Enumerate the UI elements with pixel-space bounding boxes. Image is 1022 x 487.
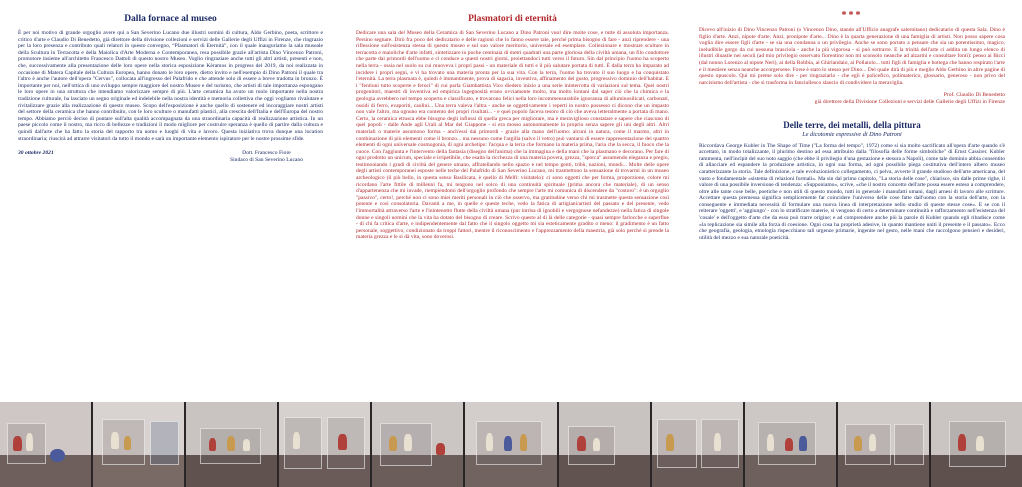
signer-role: Sindaco di San Severino Lucano [229,156,303,163]
section-title-plasmatori: Plasmatori di eternità [468,14,557,24]
plasmatori-text: Dedicare una sala del Museo della Ceramica di San Severino Lucano a Dino Patroni vuol dire molte cose, e tutte di assoluta importanza. Persino segnare. Dirò fra poco del dedicatario e delle ragioni che lo fanno essere tale, perché prima bisogno di fare - anzi riprendere - una riflessione sull'esistenza stessa di questo museo e sul suo valore meritorio, universale ed esemplare. Collezionare e mostrare sculture in terracotta e maioliche d'arte infatti, sintetizzare in poche centinaia di metri quadrati una parte gloriosa della civiltà umana, un filo conduttore che parte dai primordi dell'uomo e ci conduce a questi nostri giorni, proiettandoci tutti verso il futuro. Sin dal principio l'uomo ha scoperto nella terra - ossia nel suolo su cui muoveva i propri passi - un materiale di tutti e il più salutare portata di tutti. È dalla terra ha imparato ad incidere i propri segni, e vi ha trovato una materia pronta per la sua vita. Con la terra, l'uomo ha trovato il suo luogo e ha conquistato l'eternità. La terra plasmata è, quindi è immantinente, prova di sagacia, inventiva, affinamento del gusto, progressivo dominio dell'habitat. E i "fentiuni tutto scoperte e feroci" di cui parla Giambattista Vico diedero inizio a una serie ininterrotta di variazioni sul tema. Quei nostri progenitori, maestri di inventiva ed empirica ingegnosità erano ovviamente molto, ma molto lontani dal saper ciò che la chimica e la geologia avrebbero nel tempo scoperto e classificato, e trovarono felici nella loro incommensurabile ignoranza di alluminosilicati, carbonati, ossidi di ferro, evaporiti, caolini... Una terra valeva l'altra - anche se oggettivamente i reperti in nostro possesso ci dicono che un impasto non vale l'altro, ma ognuno era contento dei propri risultati... - e quei popolo faceva tesoro di ciò che aveva letteralmente a portata di mano. Certo, la ceramica etrusca ebbe bisogno degli influssi di quella greca per migliorare, ma è meraviglioso constatare e sapere che ciascuno di quei popoli - dalle Ande agli Urali al Mar del Giappone - si era mosso autonomamente in proprio senza sapere gli uni degli altri. Altri materiali o materie assumono forma - anch'essi dai primordi - grazie alla mano dell'uomo: alcuni in natura, come il marmo, altri in combinazione di più elementi come il bronzo... ma nessuno come l'argilla (salvo il vetro) può vantarsi di essere rappresentazione dei quattro elementi di ogni universale cosmogonia, di ogni archetipo: l'acqua e la terra che formano la materia prima, l'aria che la secca, il fuoco che la cuoce. Con l'aggiunta e l'intervento della fantasia (disegno dell'anima) che la immagina e della mani che la plasmano e decorano. Per fare di ogni prodotto un unicum, speciale e irripetibile, che esalta la ricchezza di una materia povera, grezza, "sporca" assumendo eleganza e pregio, testimoniando i gradi di civiltà del genere umano, affratellando nello spazio e nel tempo genti, tribù, nazioni, mondi... Molte delle opere degli artisti contemporanei esposte nelle teche del Palafrido di San Severino Lucano, mi trasmettono la sensazione di trovarmi in un museo archeologico (il più bello, in questa senso Basilicata, è quello di Melfi: visitatelo): ci sono oggetti che per forma, proporzione, colore mi ricordano l'arte fittile di millenni fa, mi tengono nel solco di una continuità spirituale (prima ancora che materiale), di un senso d'appartenenza che mi invade, riempiendomi dell'orgoglio profondo che sempre l'arte mi comunica di discendere da "costoro": è un orgoglio "passivo", certo!, perché non ci sono miei meriti personali in ciò che osservo, ma gratitudine verso chi mi trasmette questa sensazione così potente e così consolatoria. Davanti a me, in quelle e queste teche, vedo la fatica di artigiani/artisti del passato e del presente, vedo l'immortalità attraverso l'arte e l'inintenotto flutte della civiltà umana (pur intrisa di ignobili e vergognose nefandezze) nella fatica di singole donne e singoli uomini che la vita ha dotato del bisogno di creare. Scrivo questo al di là delle categorie - quasi sempre farlocche e superflue - di chi fa critica d'arte, e indipendentemente dal fatto che il singolo oggetto mi sia esteticamente gradito o meno: il gradimento è un fatto personale, soggettivo, condizionato da troppi fattori, mentre il riconoscimento e l'apprezzamento della maestria, già solo perché si prende la materia grezza e le si dà vita, sono doverosi. [356,30,669,241]
signer-name: Dott. Francesco Fiore [242,150,291,157]
kubler-essay-text: Riccordava George Kubler in The Shape of Time ("La forma del tempo", 1972) come si sia molto sacrificato all'opera d'arte quando s'è accettato, in modo totalizzante, il plurimo destino ad essa attribuito dalla "filosofia delle forme simboliche" di Ernst Cassirer. Kubler rammenta, nell'incipit del suo noto saggio (che ebbe il privilegio d'una gestazione e stesura a Napoli), come tale dominio abbia consentito di allacciare ed espandere la produzione artistica, in ogni sua forma, ad ogni possibile piega costitutiva dell'intero albero museo caratterizzante la storia. Tale definizione, e tale evoluzionistico collegamento, ci pelva, avverte il grande studioso dell'arte americana, del vasto e fondamentale «sistema di relazioni formali». Ma sin dal primo capitolo, "La storia delle cose", chiarisce, sin dalle prime righe, il valore di una possibile inversione di tendenza: «Supponiamo», scrive, «che il nostro concetto dell'arte possa essere esteso a comprendere, oltre alle tante cose belle, poetiche e non utili di questo mondo, tutti in generale i manufatti umani, dagli arnesi di lavoro alle scritture. Accettare questa premessa significa semplicemente far coincidere l'universo delle cose fatte dall'uomo con la storia dell'arte, con la conseguente e immediata necessità di formulare una nuova linea di interpretazione nello studio di queste stesse cose». E se con il reiterare 'oggetti', e 'aggiungo' - con lo stratificare materie, si vengono di certo a determinare continuità e rafforzamento nell'esistenza del 'cosale' e dell'oggetto d'arte che da esso può trarre origine; e ad comprendere anche più la parole di Kubler quando egli ribadisce come «la replicazione sia simile alla forza di coesione. Ogni cosa ha proprietà adesive, in quanto mantiene uniti il presente e il passato». Ecco che geografia, geologia, etnologia rispecchiano tali urgenze primarie, ingenite nel gesto, nelle mani che raccolgono pensieri e desideri, utilità del mezzo e sua naturale poeticità. [699,142,1005,241]
museum-photo [279,402,370,487]
museum-photo [372,402,463,487]
museum-photo [652,402,743,487]
patroni-intro-text: Dicevo all'inizio di Dino Vincenzo Patroni (o Vincenzo Dino, stando all'Ufficio anagrafe salernitano) dedicatario di questa Sala. Dino è figlio d'arte. Anzi, nipote d'arte. Anzi, pronipote d'arte... Dino è la quarta generazione di una famiglia di artisti. Non posso sapere cosa voglia dire essere figli d'arte - se sia una condanna o un privilegio. Anche se sono portato a pensare che sia un potentissimo, magico, ineludibile gorgo da cui nessuna brasciola - anche la più vigorosa - si può sottrarre. E la trinità dell'arte ci addita un lungo elenco di illustri dinastie nei secoli (ad mio privilegio osservato fiorentino non mi sconsolo neanche ad alzarmi e consultare fonti): penso ai Bicci (dal nonno Lorenzo al nipote Neri), ai della Robbia, ai Ghirlandaio, ai Pollaiolo... tutti figli di famiglia e bottega che hanno respirato l'arte e il mestiere senza neanche accorgersene. Forse è stato lo stesso per Dino... Del quale dirà di più e meglio Aldo Gerbino in altre pagine di questo opuscolo. Qui mi preme solo dire - per ringraziarlo - che egli è policefico, polimaterico, glossario, generoso - non privo del narcisismo dell'artista - che si trasforma in fanciullesco slancio di condividere la meraviglia. [699,27,1005,86]
museum-photo [559,402,650,487]
column-plasmatori [356,0,669,400]
section-title-dalla-fornace: Dalla fornace al museo [124,14,217,24]
column-right [699,0,1005,400]
mayor-signature [230,150,303,163]
section-separator-stars: *** [841,10,863,21]
museum-photo [0,402,91,487]
date-text: 30 ottobre 2021 [18,150,54,157]
museum-photo [93,402,184,487]
professor-signature [699,92,1005,105]
column-dalla-fornace [18,0,323,400]
mayor-text: È per noi motivo di grande orgoglio avere qui a San Severino Lucano due illustri uomini di cultura, Aldo Gerbino, poeta, scrittore e critico d'arte e Claudio Di Benedetto, già direttore della divisione collezioni e servizi delle Gallerie degli Uffizi in Firenze, che ringrazio per la loro presenza e contributo quali relatori in questo convegno, “Plasmatori di Eternità”, con il quale inauguriamo la sala museale della Scultura in Terracotta e della Maiolica d'Arte Moderna e Contemporanea, resa possibile grazie all'artista Dino Vincenzo Patroni, promotore insieme all'architetto Francesco Dattoli di questo nostro Museo. Voglio ringraziare anche tutti gli altri artisti, presenti e non, che, successivamente alla presentazione delle loro opere nella storica esposizione Kèramos in progress del 2019, da noi realizzata in occasione di Matera Capitale della Cultura Europea, hanno donato le loro opere, dietro invito e nell'esempio di Dino Patroni il quale tra l'altro è anche l'autore dell'opera "Cervus", collocata all'ingresso del Palafrido e che attende solo di essere a breve tradotta in bronzo. È importante per noi, nell'ottica di uno sviluppo sempre maggiore del nostro Museo e del turismo, che artisti di tale importanza espongano le loro opere in una struttura che intendiamo valorizzare sempre di più. L'arte ceramica ha avuto un ruolo importante nella nostra tradizione culturale, ha lasciato un segno originale ed indelebile nella nostra identità e memoria collettiva che oggi vogliamo rivalutare e rivitalizzare grazie alla realizzazione di questo museo. Scopo dell'esposizione è anche quello di sostenere ed incoraggiare nostri artisti del settore della ceramica che hanno contribuito, con le loro sculture o manufatti plastici, alla crescita dell'Italia e dell'Europa del nostro tempo. Abbiamo perciò deciso di puntare sull'alta qualità accompagnata da una straordinaria capacità di realizzazione artistica. In un paese piccolo come il nostro, ma ricco di bellezze e tradizioni il modo migliore per costruire speranza è quello di partire dalla cultura e quindi dall'arte che ha fatto la storia del rapporto tra uomo e luoghi di vita e lavoro. Questa iniziativa trova dunque una location straordinaria; riuscirà ad attrarre visitatori da tutto il mondo e sarà un importante elemento ispiratore per le nostre prossime sfide. [18,30,323,142]
museum-photo [465,402,556,487]
museum-photo [745,402,836,487]
signer-role: già direttore della Divisione Collezioni e servizi delle Gallerie degli Uffizi in Firenze [814,98,1005,105]
museum-photo [931,402,1022,487]
mayor-signature-row [18,150,323,163]
section-title-delle-terre: Delle terre, dei metalli, della pittura [783,119,921,130]
signer-name: Prof. Claudio Di Benedetto [943,92,1005,99]
museum-photo [838,402,929,487]
section-subtitle-dicotomie: Le dicotomie espressive di Dino Patroni [802,130,902,138]
museum-photo [186,402,277,487]
museum-photo-strip [0,402,1022,487]
